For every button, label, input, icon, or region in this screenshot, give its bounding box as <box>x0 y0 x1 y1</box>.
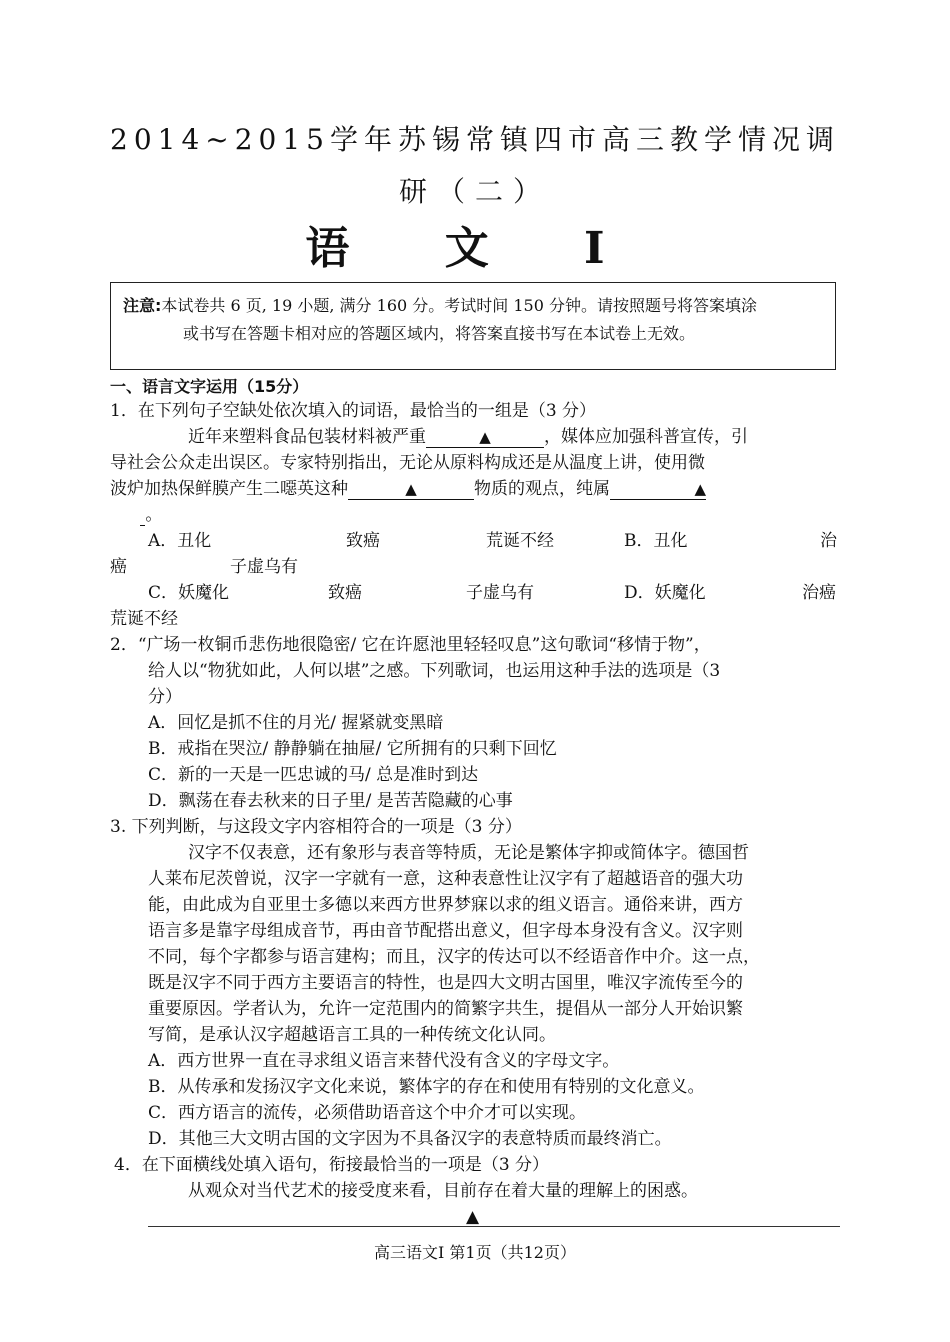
q3-para-line: 能，由此成为自亚里士多德以来西方世界梦寐以求的组义语言。通俗来讲，西方 <box>148 895 743 915</box>
q1-option-b-3: 子虚乌有 <box>230 557 298 577</box>
q3-option-d: D．其他三大文明古国的文字因为不具备汉字的表意特质而最终消亡。 <box>148 1129 672 1149</box>
q1-text-b: ，媒体应加强科普宣传，引 <box>544 427 748 447</box>
notice-label: 注意: <box>123 296 162 315</box>
q1-text-c: 波炉加热保鲜膜产生二噁英这种 <box>110 479 348 499</box>
q1-para-end: 。 <box>140 502 162 528</box>
q2-option-b: B．戒指在哭泣/ 静静躺在抽屉/ 它所拥有的只剩下回忆 <box>148 739 557 759</box>
q1-text-d: 物质的观点，纯属 <box>474 479 610 499</box>
q3-para-line: 语言多是靠字母组成音节，再由音节配搭出意义，但字母本身没有含义。汉字则 <box>148 921 743 941</box>
q3-para-line: 重要原因。学者认为，允许一定范围内的简繁字共生，提倡从一部分人开始识繁 <box>148 999 743 1019</box>
q4-stem: 4．在下面横线处填入语句，衔接最恰当的一项是（3 分） <box>114 1155 550 1175</box>
doc-title-line1: 2014~2015学年苏锡常镇四市高三教学情况调 <box>110 123 840 156</box>
q3-para-line: 人莱布尼茨曾说，汉字一字就有一意，这种表意性让汉字有了超越语音的强大功 <box>148 869 743 889</box>
triangle-icon: ▲ <box>466 1207 480 1227</box>
q1-option-b-2a: 治 <box>820 531 837 551</box>
notice-line2: 或书写在答题卡相对应的答题区域内，将答案直接书写在本试卷上无效。 <box>183 324 696 343</box>
section-heading: 一、语言文字运用（15分） <box>110 377 309 396</box>
q1-option-a-3: 荒诞不经 <box>486 531 554 551</box>
q1-para-line2: 导社会公众走出误区。专家特别指出，无论从原料构成还是从温度上讲，使用微 <box>110 453 705 473</box>
doc-title-line2: 研（二） <box>398 175 551 208</box>
q1-text-a: 近年来塑料食品包装材料被严重 <box>188 427 426 447</box>
triangle-icon: ▲ <box>405 480 417 498</box>
q1-blank-3 <box>610 479 706 500</box>
q2-option-a: A．回忆是抓不住的月光/ 握紧就变黑暗 <box>148 713 444 733</box>
q1-option-c-2: 致癌 <box>328 583 362 603</box>
q1-option-d-3: 荒诞不经 <box>110 609 178 629</box>
q1-stem: 1．在下列句子空缺处依次填入的词语，最恰当的一组是（3 分） <box>110 401 597 421</box>
q1-option-b: B．丑化 <box>624 531 688 551</box>
q3-option-b: B．从传承和发扬汉字文化来说，繁体字的存在和使用有特别的文化意义。 <box>148 1077 705 1097</box>
q1-para-line3 <box>110 476 706 502</box>
q3-para-line: 既是汉字不同于西方主要语言的特性，也是四大文明古国里，唯汉字流传至今的 <box>148 973 743 993</box>
triangle-icon: ▲ <box>694 480 706 498</box>
q3-option-a: A．西方世界一直在寻求组义语言来替代没有含义的字母文字。 <box>148 1051 620 1071</box>
q1-option-c: C．妖魔化 <box>148 583 230 603</box>
answer-blank-line <box>148 1226 840 1227</box>
q1-option-a-2: 致癌 <box>346 531 380 551</box>
q2-option-c: C．新的一天是一匹忠诚的马/ 总是准时到达 <box>148 765 479 785</box>
q1-option-d-2: 治癌 <box>802 583 836 603</box>
q3-para-line: 写简，是承认汉字超越语言工具的一种传统文化认同。 <box>148 1025 556 1045</box>
q1-option-d: D．妖魔化 <box>624 583 706 603</box>
q2-stem-line1: 2．“广场一枚铜币悲伤地很隐密/ 它在许愿池里轻轻叹息”这句歌词“移情于物”， <box>110 635 711 655</box>
q3-option-c: C．西方语言的流传，必须借助语音这个中介才可以实现。 <box>148 1103 587 1123</box>
q3-para-line: 汉字不仅表意，还有象形与表音等特质，无论是繁体字抑或简体字。德国哲 <box>188 843 749 863</box>
notice-box <box>110 282 836 370</box>
notice-line1: 本试卷共 6 页, 19 小题, 满分 160 分。考试时间 150 分钟。请按照题号将答案填涂 <box>161 296 757 315</box>
triangle-icon: ▲ <box>479 428 491 446</box>
q2-option-d: D．飘荡在春去秋来的日子里/ 是苦苦隐藏的心事 <box>148 791 513 811</box>
q3-stem: 3. 下列判断，与这段文字内容相符合的一项是（3 分） <box>110 817 522 837</box>
q1-option-b-2b: 癌 <box>110 557 127 577</box>
page-footer: 高三语文Ⅰ 第1页（共12页） <box>374 1243 576 1262</box>
q4-para-line1: 从观众对当代艺术的接受度来看，目前存在着大量的理解上的困惑。 <box>188 1181 698 1201</box>
q1-blank-2 <box>348 479 474 500</box>
q1-option-a: A．丑化 <box>148 531 212 551</box>
q1-option-c-3: 子虚乌有 <box>466 583 534 603</box>
q1-para-line1 <box>188 424 748 450</box>
q2-stem-line3: 分） <box>148 687 182 707</box>
q2-stem-line2: 给人以“物犹如此，人何以堪”之感。下列歌词，也运用这种手法的选项是（3 <box>148 661 721 681</box>
q1-blank-1 <box>426 427 544 448</box>
q3-para-line: 不同，每个字都参与语言建构；而且，汉字的传达可以不经语音作中介。这一点， <box>148 947 760 967</box>
subject-title: 语 文 Ⅰ <box>305 223 645 274</box>
